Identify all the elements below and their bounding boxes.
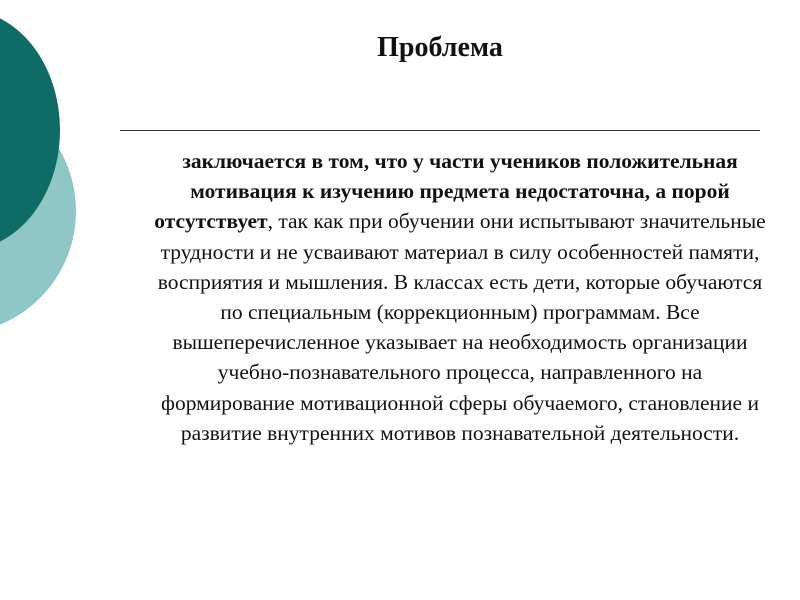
slide-body (150, 146, 770, 448)
slide-title: Проблема (377, 32, 503, 63)
lead-statement: заключается в том, что у части учеников положительная мотивация к изучению предмета недостаточна, а порой отсутствует (154, 149, 738, 234)
body-statement: , так как при обучении они испытывают значительные трудности и не усваивают материал в силу особенностей памяти, восприятия и мышления. В классах есть дети, которые обучаются по специальным (коррекционным) программам. Все вышеперечисленное указывает на необходимость организации учебно-познавательного процесса, направленного на формирование мотивационной сферы обучаемого, становление и развитие внутренних мотивов познавательной деятельности. (157, 209, 766, 445)
title-divider (120, 130, 760, 131)
